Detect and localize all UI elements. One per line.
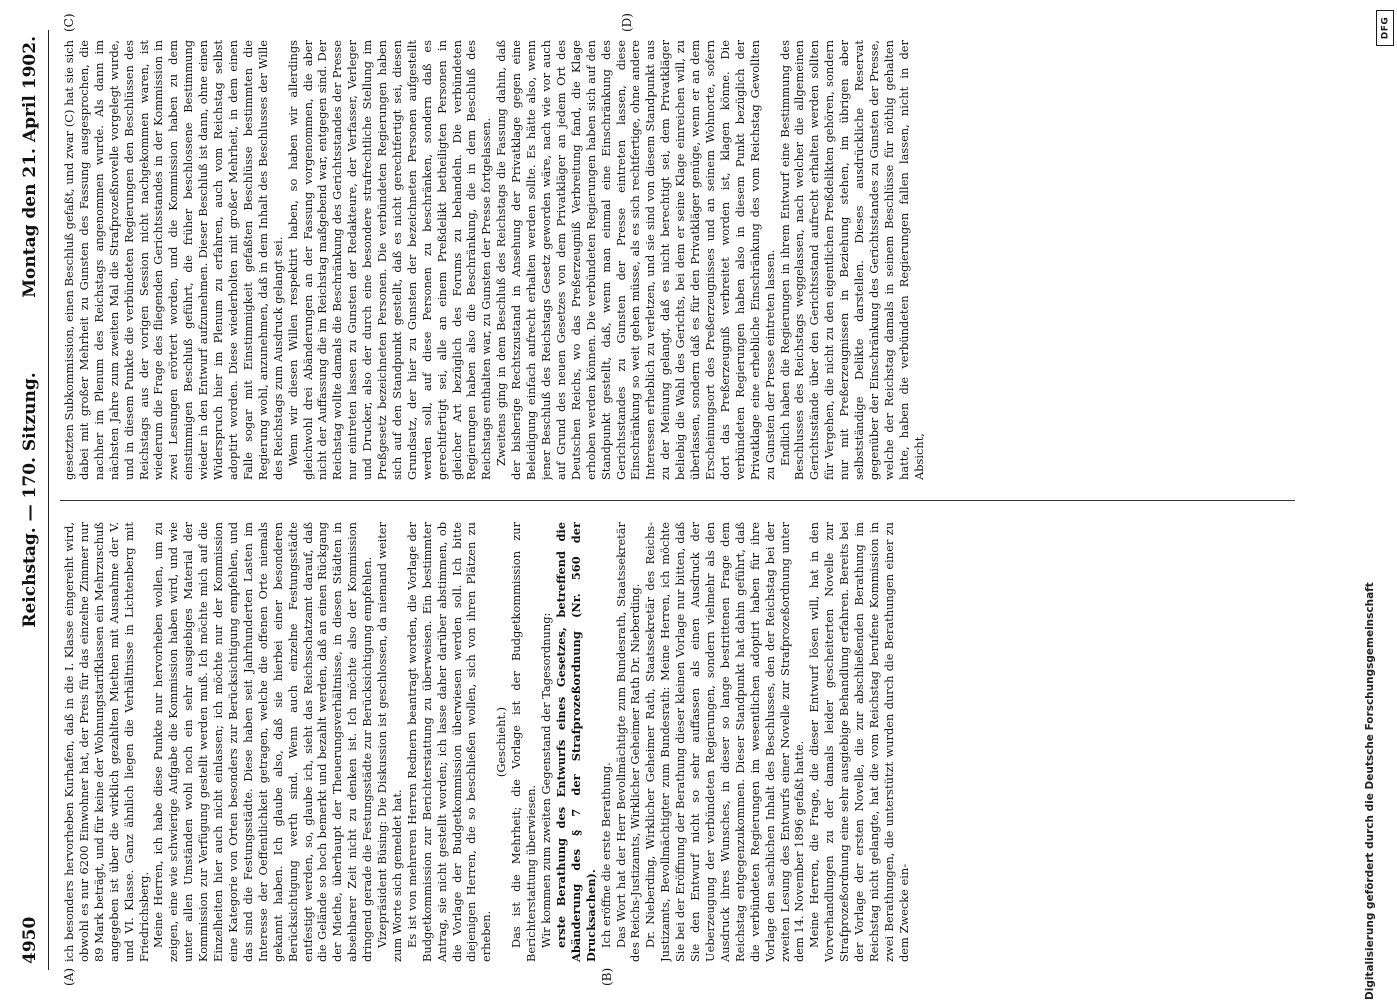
paragraph: Das ist die Mehrheit; die Vorlage ist der Budgetkommission zur Berichterstattung überwiesen.	[509, 522, 539, 962]
left-column	[62, 522, 1302, 962]
paragraph: Zweitens ging in dem Beschluß des Reichstags die Fassung dahin, daß der bisherige Rechtszustand in Ansehung der Privatklage gegen eine Beleidigung einfach aufrecht erhalten werden sollte. Es hätte also, wenn jener Beschluß des Reichstags Gesetz geworden wäre, nach wie vor auch auf Grund des neuen Gesetzes von dem Privatkläger an jedem Ort des Deutschen Reichs, wo das Preßerzeugniß Verbreitung fand, die Klage erhoben werden können. Die verbündeten Regierungen haben sich auf den Standpunkt gestellt, daß, wenn man einmal eine Einschränkung des Gerichtsstandes zu Gunsten der Presse eintreten lassen, diese Einschränkung so weit gehen müsse, als es sich rechtfertige, ohne andere Interessen erheblich zu verletzen, und sie sind von diesem Standpunkt aus zu der Meinung gelangt, daß es nicht berechtigt sei, dem Privatkläger beliebig die Wahl des Gerichts, bei dem er seine Klage einreichen will, zu überlassen, sondern daß es für den Privatkläger genüge, wenn er an dem Erscheinungsort des Preßerzeugnisses und an seinem Wohnorte, sofern dort das Preßerzeugniß verbreitet worden ist, klagen könne. Die verbündeten Regierungen haben also in diesem Punkt bezüglich der Privatklage eine erhebliche Einschränkung des vom Reichstag Gewollten zu Gunsten der Presse eintreten lassen.	[494, 40, 777, 480]
margin-mark-c: (C)	[62, 13, 76, 32]
agenda-item-heading: erste Berathung des Entwurfs eines Gesetzes, betreffend die Abänderung des § 7 der Strafprozeßordnung (Nr. 560 der Drucksachen).	[553, 522, 598, 962]
paragraph: gesetzten Subkommission, einen Beschluß gefaßt, und zwar (C) hat sie sich dabei mit großer Mehrheit zu Gunsten des Fassung ausgesprochen, die nachher im Plenum des Reichstags angenommen wurde. Als dann im nächsten Jahre zum zweiten Mal die Strafprozeßnovelle vorgelegt wurde, und in diesem Punkte die verbündeten Regierungen den Beschlüssen des Reichstags aus der vorigen Session nicht nachgekommen waren, ist wiederum die Frage des fliegenden Gerichtsstandes in der Kommission in zwei Lesungen erörtert worden, und die Kommission haben zu dem einstimmigen Beschluß geführt, die früher beschlossene Bestimmung wieder in den Entwurf aufzunehmen. Dieser Beschluß ist dann, ohne einen Widerspruch hier im Plenum zu erfahren, auch vom Reichstag selbst adoptirt worden. Diese wiederholten mit großer Mehrheit, in dem einen Falle sogar mit Einstimmigkeit gefaßten Beschlüsse bestimmten die Regierung wohl, anzunehmen, daß in dem Inhalt des Beschlusses der Wille des Reichstags zum Ausdruck gelangt sei.	[62, 40, 285, 480]
margin-mark-d: (D)	[620, 13, 634, 32]
paragraph: Es ist von mehreren Herren Rednern beantragt worden, die Vorlage der Budgetkommission zur Berichterstattung zu überweisen. Ein bestimmter Antrag, sie nicht gestellt worden; ich lasse daher darüber abstimmen, ob die Vorlage der Budgetkommission überwiesen werden soll. Ich bitte diejenigen Herren, die so beschließen wollen, sich von ihren Plätzen zu erheben.	[404, 522, 494, 962]
right-column	[62, 40, 1302, 480]
paragraph: Endlich haben die Regierungen in ihrem Entwurf eine Bestimmung des Beschlusses des Reichstags weggelassen, nach welcher die allgemeinen Gerichtsstände über den Gerichtsstand aufrecht erhalten werden sollten für Vergehen, die nicht zu den eigentlichen Preßdelikten gehören, sondern nur mit Preßerzeugnissen in Beziehung stehen, im übrigen aber selbstständige Delikte darstellen. Dieses ausdrückliche Reservat gegenüber der Einschränkung des Gerichtsstandes zu Gunsten der Presse, welche der Reichstag damals in seinem Beschlüsse für nöthig gehalten hatte, haben die verbündeten Regierungen fallen lassen, nicht in der Absicht,	[777, 40, 926, 480]
margin-mark-a: (A)	[62, 967, 76, 986]
header-rule	[48, 30, 49, 970]
paragraph: ich besonders hervorheben Kurhafen, daß in die I. Klasse eingereiht wird, obwohl es nur 6200 Einwohner hat, der Preis für das einzelne Zimmer nur 89 Mark beträgt, und für keine der Wohnungstarifklassen ein Mehrzuschuß angegeben ist über die wirklich gezahlten Miethen mit Ausnahme der V. und VI. Klasse. Ganz ähnlich liegen die Verhältnisse in Lichtenberg mit Friedrichsberg.	[62, 522, 151, 962]
paragraph: Vizepräsident Büsing: Die Diskussion ist geschlossen, da niemand weiter zum Worte sich gemeldet hat.	[375, 522, 404, 962]
paragraph: Meine Herren, ich habe diese Punkte nur hervorheben wollen, um zu zeigen, eine wie schwierige Aufgabe die Kommission haben wird, und wie unter allen Umständen wohl noch ein sehr ausgiebiges Material der Kommission zur Verfügung gestellt werden muß. Ich möchte mich auf die Einzelheiten hier auch nicht einlassen; ich möchte nur der Kommission eine Kategorie von Orten besonders zur Berücksichtigung empfehlen, und das sind die Festungsstädte. Diese haben seit Jahrhunderten Lasten im Interesse der Oeffentlichkeit getragen, welche die offenen Orte niemals gekannt haben. Ich glaube also, daß sie hierbei einer besonderen Berücksichtigung werth sind. Wenn auch einzelne Festungsstädte entfestigt werden, so, glaube ich, sieht das Reichsschatzamt darauf, daß die Gelände so hoch bemerkt und bezahlt werden, daß an einen Rückgang der Miethe, überhaupt der Theuerungsverhältnisse, in diesen Städten in absehbarer Zeit nicht zu denken ist. Ich möchte also der Kommission dringend gerade die Festungsstädte zur Berücksichtigung empfehlen.	[151, 522, 375, 962]
session-date: Montag den 21. April 1902.	[20, 36, 40, 298]
paragraph: Dr. Nieberding, Wirklicher Geheimer Rath, Staatssekretär des Reichs-Justizamts, Bevollmächtigter zum Bundesrath: Meine Herren, ich möchte Sie bei der Eröffnung der Berathung dieser kleinen Vorlage nur bitten, daß Sie den Entwurf nicht so sehr auffassen als einen Ausdruck der Ueberzeugung der verbündeten Regierungen, sondern vielmehr als den Ausdruck ihres Wunsches, in dieser so lange bestrittenen Frage dem Reichstag entgegenzukommen. Dieser Standpunkt hat dahin geführt, daß die verbündeten Regierungen im wesentlichen adoptirt haben für ihre Vorlage den sachlichen Inhalt des Beschlusses, den der Reichstag bei der zweiten Lesung des Entwurfs einer Novelle zur Strafprozeßordnung unter dem 14. November 1896 gefaßt hatte.	[643, 522, 807, 962]
session-title: Reichstag. — 170. Sitzung.	[20, 372, 40, 628]
margin-mark-b: (B)	[600, 967, 614, 986]
paragraph: Das Wort hat der Herr Bevollmächtigte zum Bundesrath, Staatssekretär des Reichs-Justizamts, Wirklicher Geheimer Rath Dr. Nieberding.	[613, 522, 643, 962]
dfg-logo-text: DFG	[1380, 16, 1391, 40]
page-header	[20, 36, 48, 964]
page-number: 4950	[20, 916, 40, 964]
paragraph: Ich eröffne die erste Berathung.	[598, 762, 613, 948]
paragraph: (Geschieht.)	[494, 706, 509, 778]
column-divider	[60, 500, 1295, 501]
paragraph: Meine Herren, die Frage, die dieser Entwurf lösen will, hat in den Vorverhandlungen zu der damals leider gescheiterten Novelle zur Strafprozeßordnung eine sehr ausgiebige Behandlung erfahren. Bereits bei der Vorlage der ersten Novelle, die zur abschließenden Berathung im Reichstag nicht gelangte, hat die vom Reichstag berufene Kommission in zwei Berathungen, die unterstützt wurden durch die Berathungen einer zu dem Zwecke ein-	[807, 522, 911, 962]
paragraph: Wir kommen zum zweiten Gegenstand der Tagesordnung:	[539, 612, 553, 948]
paragraph: Wenn wir diesen Willen respektirt haben, so haben wir allerdings gleichwohl drei Abänderungen an der Fassung vorgenommen, die aber nicht der Auffassung die im Reichstag maßgebend war, entgegen sind. Der Reichstag wollte damals die Beschränkung des Gerichtsstandes der Presse nur eintreten lassen zu Gunsten der Redakteure, der Verfasser, Verleger und Drucker, also der durch eine besondere strafrechtliche Stellung im Preßgesetz bezeichneten Personen. Die verbündeten Regierungen haben sich auf den Standpunkt gestellt, daß es nicht gerechtfertigt sei, diesen Grundsatz, der hier zu Gunsten der bezeichneten Personen aufgestellt werden soll, auf diese Personen zu beschränken, sondern daß es gerechtfertigt sei, alle an einem Preßdelikt betheiligten Personen in gleicher Art bezüglich des Forums zu behandeln. Die verbündeten Regierungen haben also die Beschränkung, die in dem Beschluß des Reichstags enthalten war, zu Gunsten der Presse fortgelassen.	[285, 40, 494, 480]
dfg-logo	[1376, 10, 1394, 46]
funding-notice: Digitalisierung gefördert durch die Deutsche Forschungsgemeinschaft	[1364, 582, 1376, 1000]
